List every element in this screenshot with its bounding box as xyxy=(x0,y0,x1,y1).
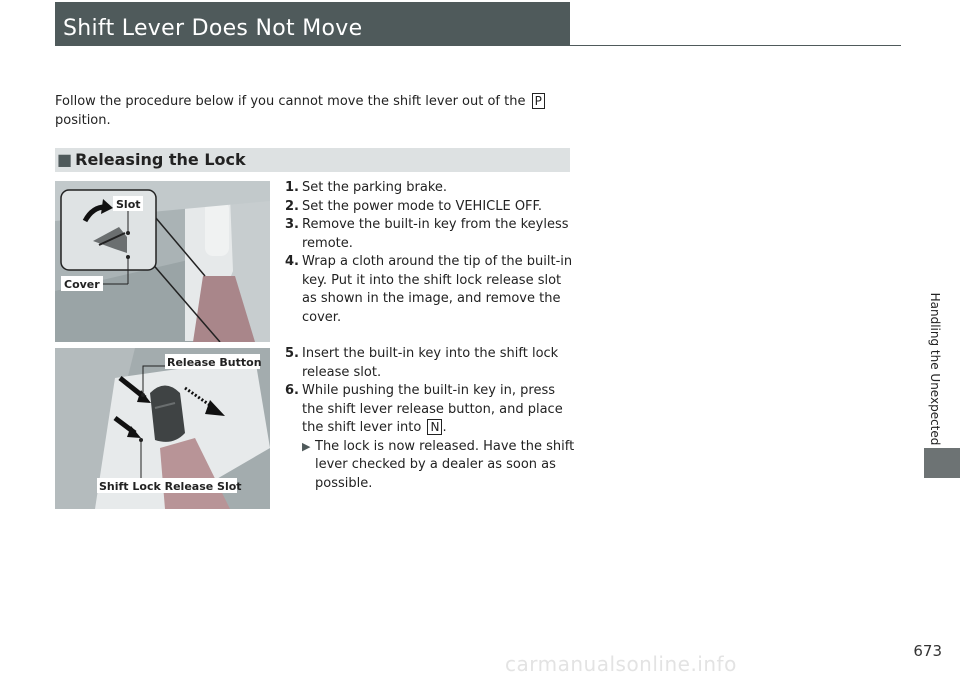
intro-text: Follow the procedure below if you cannot move the shift lever out of the xyxy=(55,94,530,109)
result-text: The lock is now released. Have the shift lever checked by a dealer as soon as possible. xyxy=(315,438,575,491)
header-rule xyxy=(570,45,901,46)
figure-release-button-illustration xyxy=(55,348,270,509)
steps-group-1 xyxy=(285,179,575,327)
step-item xyxy=(285,253,575,327)
step-text-main: While pushing the built-in key in, press the shift lever release button, and place the shift lever into xyxy=(302,383,563,435)
section-title xyxy=(57,150,246,169)
step-number: 2. xyxy=(285,198,299,214)
page-title: Shift Lever Does Not Move xyxy=(63,16,363,41)
step-text-end: . xyxy=(442,420,447,435)
result-note xyxy=(302,438,575,494)
step-number: 5. xyxy=(285,346,299,361)
step-item xyxy=(285,216,575,253)
step-text: Set the power mode to VEHICLE OFF. xyxy=(302,198,543,214)
step-number: 3. xyxy=(285,217,299,232)
park-key-box: P xyxy=(532,93,545,109)
step-text: Remove the built-in key from the keyless remote. xyxy=(302,217,569,251)
step-number: 6. xyxy=(285,383,299,398)
figure-release-button xyxy=(55,348,270,509)
step-item xyxy=(285,179,575,198)
cover-label: Cover xyxy=(64,278,100,291)
result-arrow-icon: ▶ xyxy=(302,439,311,453)
figure-slot-cover xyxy=(55,181,270,342)
side-section-text: Handling the Unexpected xyxy=(928,292,942,446)
watermark: carmanualsonline.info xyxy=(505,652,737,676)
step-text: Set the parking brake. xyxy=(302,180,448,195)
side-tab xyxy=(924,448,960,478)
release-button-label: Release Button xyxy=(167,356,262,369)
step-number: 4. xyxy=(285,254,299,269)
steps-group-2 xyxy=(285,345,575,493)
step-item xyxy=(285,198,575,217)
section-title-text: Releasing the Lock xyxy=(75,150,246,169)
neutral-key-box: N xyxy=(427,419,442,435)
side-section-label xyxy=(924,290,946,448)
step-item xyxy=(285,382,575,438)
slot-label: Slot xyxy=(116,198,141,211)
step-text xyxy=(302,382,575,438)
figure-slot-cover-illustration xyxy=(55,181,270,342)
step-item xyxy=(285,345,575,382)
step-text: Insert the built-in key into the shift lock release slot. xyxy=(302,346,559,380)
section-marker-icon: ■ xyxy=(57,150,73,169)
step-number: 1. xyxy=(285,180,299,195)
step-text: Wrap a cloth around the tip of the built-in key. Put it into the shift lock release slot as shown in the image, and remove the cover. xyxy=(302,254,573,325)
release-slot-label: Shift Lock Release Slot xyxy=(99,480,242,493)
intro-text-end: position. xyxy=(55,113,111,128)
page-number: 673 xyxy=(913,642,942,660)
intro-paragraph xyxy=(55,92,555,130)
